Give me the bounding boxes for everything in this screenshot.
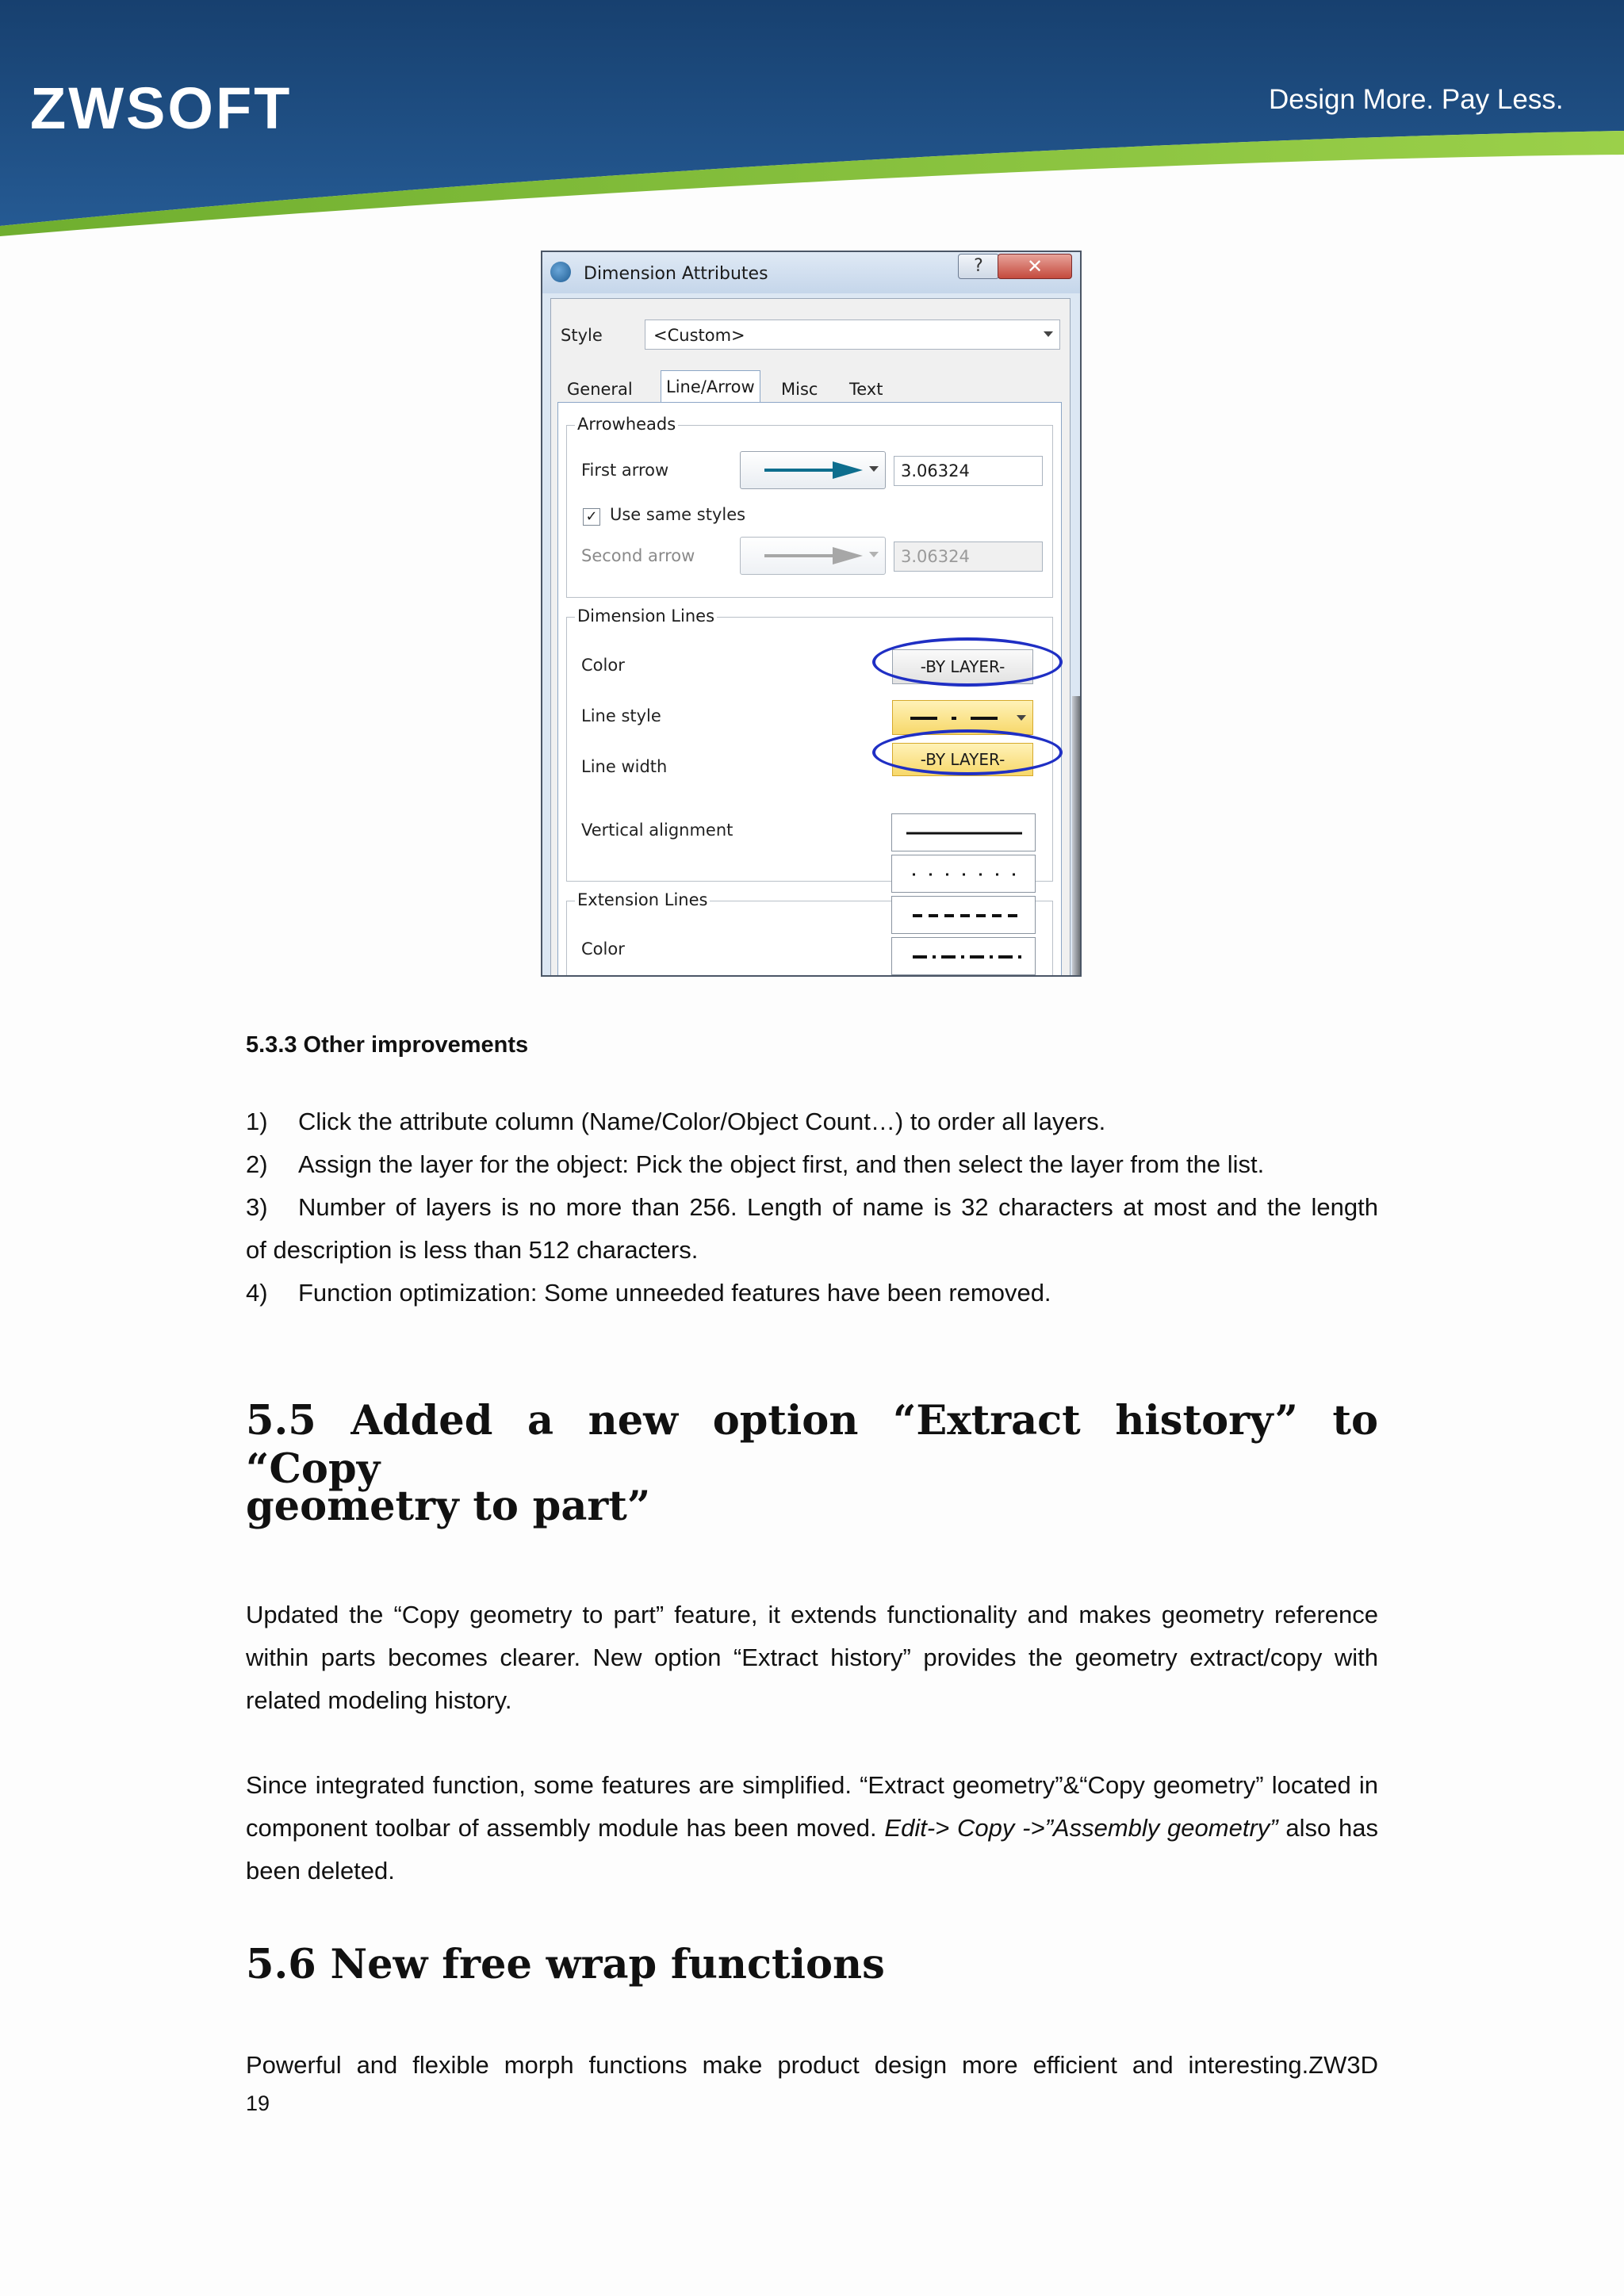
solid-line-icon bbox=[905, 825, 1024, 841]
dimension-color-button[interactable]: -BY LAYER- bbox=[892, 649, 1033, 684]
dimension-color-label: Color bbox=[581, 656, 625, 675]
second-arrow-size-input[interactable]: 3.06324 bbox=[894, 541, 1043, 572]
dashed-line-icon bbox=[905, 908, 1024, 924]
line-width-option-by-layer[interactable]: -BY LAYER- bbox=[892, 743, 1033, 776]
para2-end: also has been deleted. bbox=[246, 1814, 1378, 1885]
dimension-attributes-dialog bbox=[541, 251, 1082, 977]
dash-dot-line-icon bbox=[909, 710, 1004, 726]
section-533-heading: 5.3.3 Other improvements bbox=[246, 1032, 529, 1058]
section-56-heading: 5.6 New free wrap functions bbox=[246, 1941, 885, 1988]
tab-misc[interactable]: Misc bbox=[781, 380, 818, 399]
section-56-paragraph: Powerful and flexible morph functions make product design more efficient and interesting.ZW3D bbox=[246, 2051, 1378, 2079]
annotation-oval-color bbox=[872, 637, 1063, 687]
use-same-styles-checkbox[interactable]: ✓ bbox=[583, 508, 600, 526]
chevron-down-icon bbox=[1017, 715, 1026, 721]
first-arrow-select[interactable] bbox=[740, 451, 886, 489]
dialog-body bbox=[550, 298, 1071, 977]
tagline: Design More. Pay Less. bbox=[1269, 84, 1564, 115]
style-select[interactable] bbox=[645, 320, 1060, 350]
chevron-down-icon bbox=[869, 466, 879, 472]
section-55-paragraph-2 bbox=[246, 1764, 1378, 1892]
close-button[interactable]: ✕ bbox=[998, 254, 1072, 279]
page-number: 19 bbox=[246, 2091, 270, 2115]
list-number: 3) bbox=[246, 1193, 268, 1221]
linestyle-option-dotted[interactable] bbox=[891, 855, 1036, 893]
first-arrow-label: First arrow bbox=[581, 461, 669, 480]
list-item bbox=[246, 1272, 1378, 1314]
second-arrow-select[interactable] bbox=[740, 537, 886, 575]
dotted-line-icon bbox=[905, 867, 1024, 882]
vertical-alignment-label: Vertical alignment bbox=[581, 821, 733, 840]
arrow-style-icon bbox=[763, 458, 866, 482]
line-width-label: Line width bbox=[581, 757, 668, 776]
style-select-value: <Custom> bbox=[653, 326, 745, 345]
arrowheads-group bbox=[566, 415, 1053, 598]
list-number: 1) bbox=[246, 1108, 268, 1135]
section-55-heading-line2: geometry to part” bbox=[246, 1483, 651, 1530]
para2-menu-path: Edit-> Copy ->”Assembly geometry” bbox=[884, 1814, 1278, 1842]
list-text: Click the attribute column (Name/Color/Object Count…) to order all layers. bbox=[298, 1108, 1106, 1135]
tab-bar bbox=[557, 370, 1062, 402]
list-item bbox=[246, 1143, 1378, 1186]
dimension-lines-title: Dimension Lines bbox=[575, 607, 717, 626]
arrowheads-title: Arrowheads bbox=[575, 415, 678, 434]
list-item bbox=[246, 1186, 1378, 1229]
dialog-titlebar bbox=[542, 252, 1080, 293]
dialog-app-icon bbox=[550, 262, 571, 282]
use-same-styles-label: Use same styles bbox=[610, 505, 746, 524]
linestyle-option-dash-dot[interactable] bbox=[891, 937, 1036, 975]
list-item bbox=[246, 1100, 1378, 1143]
linestyle-option-dashed[interactable] bbox=[891, 896, 1036, 934]
tab-text[interactable]: Text bbox=[849, 380, 883, 399]
list-text: Number of layers is no more than 256. Length of name is 32 characters at most and the length bbox=[298, 1193, 1378, 1221]
tab-general[interactable]: General bbox=[567, 380, 633, 399]
help-button[interactable]: ? bbox=[958, 254, 999, 279]
second-arrow-label: Second arrow bbox=[581, 546, 695, 565]
section-55-heading-line1: 5.5 Added a new option “Extract history” to “Copy bbox=[246, 1397, 1378, 1494]
line-arrow-panel bbox=[557, 402, 1062, 977]
chevron-down-icon bbox=[1044, 331, 1053, 337]
header-banner bbox=[0, 0, 1624, 246]
tab-line-arrow[interactable]: Line/Arrow bbox=[661, 370, 760, 403]
improvements-list bbox=[246, 1100, 1378, 1314]
linestyle-option-solid[interactable] bbox=[891, 813, 1036, 851]
list-number: 4) bbox=[246, 1279, 268, 1307]
section-55-paragraph-1: Updated the “Copy geometry to part” feature, it extends functionality and makes geometry reference within parts becomes clearer. New option “Extract history” provides the geometry extract/copy with related modeling history. bbox=[246, 1601, 1378, 1714]
list-item-continuation: of description is less than 512 characters. bbox=[246, 1236, 699, 1264]
list-number: 2) bbox=[246, 1150, 268, 1178]
para2-start: Since integrated function, some features are simplified. “Extract geometry”&“Copy geometry” located in component toolbar of assembly module has been moved. bbox=[246, 1771, 1378, 1842]
line-style-label: Line style bbox=[581, 706, 661, 725]
extension-lines-title: Extension Lines bbox=[575, 890, 710, 909]
extension-color-label: Color bbox=[581, 939, 625, 959]
arrow-style-icon bbox=[763, 544, 866, 568]
chevron-down-icon bbox=[869, 552, 879, 557]
annotation-oval-line-width bbox=[872, 729, 1063, 775]
list-text: Function optimization: Some unneeded features have been removed. bbox=[298, 1279, 1051, 1307]
dialog-edge-shadow bbox=[1072, 696, 1080, 977]
list-text: Assign the layer for the object: Pick the object first, and then select the layer from the list. bbox=[298, 1150, 1265, 1178]
style-label: Style bbox=[561, 326, 603, 345]
dash-dot-line-icon bbox=[905, 949, 1024, 965]
first-arrow-size-input[interactable]: 3.06324 bbox=[894, 456, 1043, 486]
dialog-title: Dimension Attributes bbox=[584, 264, 768, 284]
zwsoft-logo: ZWSOFT bbox=[30, 75, 293, 141]
